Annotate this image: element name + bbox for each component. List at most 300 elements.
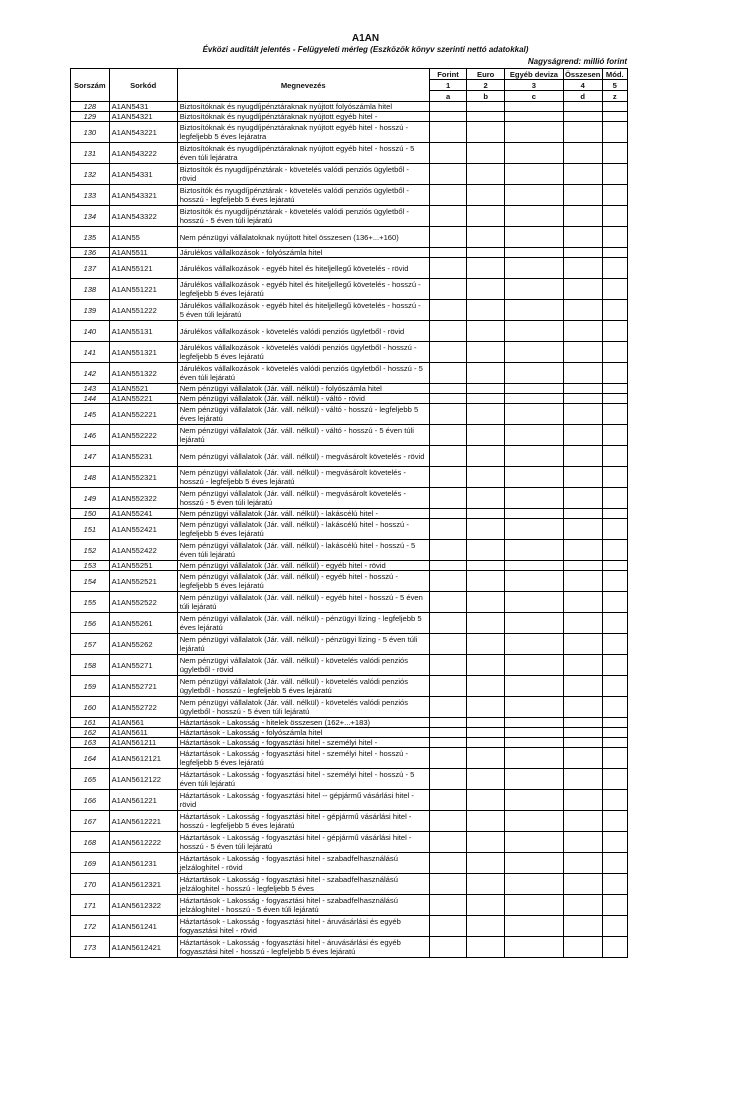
row-number: 134 — [71, 206, 110, 227]
row-description: Nem pénzügyi vállalatok (Jár. váll. nélkül) - pénzügyi lízing - 5 éven túli lejáratú — [177, 634, 429, 655]
value-cell[interactable] — [467, 592, 505, 613]
value-cell[interactable] — [504, 811, 563, 832]
value-cell[interactable] — [504, 634, 563, 655]
value-cell[interactable] — [563, 790, 602, 811]
value-cell[interactable] — [602, 738, 628, 748]
value-cell[interactable] — [429, 164, 467, 185]
value-cell[interactable] — [602, 488, 628, 509]
value-cell[interactable] — [429, 613, 467, 634]
value-cell[interactable] — [602, 697, 628, 718]
value-cell[interactable] — [563, 937, 602, 958]
value-cell[interactable] — [467, 509, 505, 519]
value-cell[interactable] — [563, 488, 602, 509]
value-cell[interactable] — [602, 164, 628, 185]
table-row — [71, 697, 628, 718]
value-cell[interactable] — [467, 697, 505, 718]
value-cell[interactable] — [602, 248, 628, 258]
value-cell[interactable] — [504, 404, 563, 425]
table-body — [71, 102, 628, 958]
value-cell[interactable] — [563, 394, 602, 404]
row-number: 129 — [71, 112, 110, 122]
row-description: Háztartások - Lakosság - fogyasztási hitel - szabadfelhasználású jelzáloghitel - hosszú - legfeljebb 5 éves — [177, 874, 429, 895]
value-cell[interactable] — [467, 258, 505, 279]
value-cell[interactable] — [563, 509, 602, 519]
value-cell[interactable] — [602, 143, 628, 164]
value-cell[interactable] — [504, 790, 563, 811]
value-cell[interactable] — [563, 738, 602, 748]
value-cell[interactable] — [504, 874, 563, 895]
value-cell[interactable] — [602, 300, 628, 321]
table-row — [71, 832, 628, 853]
value-cell[interactable] — [602, 874, 628, 895]
value-cell[interactable] — [467, 613, 505, 634]
value-cell[interactable] — [429, 467, 467, 488]
value-cell[interactable] — [467, 895, 505, 916]
value-cell[interactable] — [602, 895, 628, 916]
value-cell[interactable] — [467, 738, 505, 748]
value-cell[interactable] — [504, 728, 563, 738]
value-cell[interactable] — [467, 853, 505, 874]
value-cell[interactable] — [429, 227, 467, 248]
value-cell[interactable] — [467, 206, 505, 227]
value-cell[interactable] — [429, 102, 467, 112]
value-cell[interactable] — [467, 561, 505, 571]
value-cell[interactable] — [602, 321, 628, 342]
value-cell[interactable] — [429, 300, 467, 321]
value-cell[interactable] — [602, 206, 628, 227]
value-cell[interactable] — [504, 206, 563, 227]
value-cell[interactable] — [602, 425, 628, 446]
value-cell[interactable] — [602, 728, 628, 738]
value-cell[interactable] — [563, 363, 602, 384]
value-cell[interactable] — [504, 394, 563, 404]
row-number: 153 — [71, 561, 110, 571]
value-cell[interactable] — [429, 206, 467, 227]
value-cell[interactable] — [563, 206, 602, 227]
value-cell[interactable] — [467, 718, 505, 728]
table-row — [71, 874, 628, 895]
value-cell[interactable] — [504, 342, 563, 363]
value-cell[interactable] — [467, 384, 505, 394]
value-cell[interactable] — [467, 519, 505, 540]
value-cell[interactable] — [429, 853, 467, 874]
row-code: A1AN543322 — [109, 206, 177, 227]
value-cell[interactable] — [563, 164, 602, 185]
value-cell[interactable] — [429, 634, 467, 655]
report-code: A1AN — [351, 33, 380, 44]
value-cell[interactable] — [563, 613, 602, 634]
value-cell[interactable] — [563, 832, 602, 853]
value-cell[interactable] — [602, 404, 628, 425]
value-cell[interactable] — [563, 425, 602, 446]
value-cell[interactable] — [602, 446, 628, 467]
value-cell[interactable] — [504, 832, 563, 853]
value-cell[interactable] — [429, 728, 467, 738]
value-cell[interactable] — [467, 404, 505, 425]
value-cell[interactable] — [563, 384, 602, 394]
row-code: A1AN5611 — [109, 728, 177, 738]
value-cell[interactable] — [467, 832, 505, 853]
row-code: A1AN54331 — [109, 164, 177, 185]
row-number: 131 — [71, 143, 110, 164]
value-cell[interactable] — [602, 811, 628, 832]
value-cell[interactable] — [602, 676, 628, 697]
row-code: A1AN552721 — [109, 676, 177, 697]
value-cell[interactable] — [563, 122, 602, 143]
value-cell[interactable] — [602, 122, 628, 143]
value-cell[interactable] — [563, 676, 602, 697]
value-cell[interactable] — [504, 122, 563, 143]
value-cell[interactable] — [429, 748, 467, 769]
value-cell[interactable] — [467, 790, 505, 811]
row-number: 162 — [71, 728, 110, 738]
value-cell[interactable] — [563, 102, 602, 112]
value-cell[interactable] — [429, 488, 467, 509]
value-cell[interactable] — [563, 916, 602, 937]
value-cell[interactable] — [467, 122, 505, 143]
value-cell[interactable] — [504, 321, 563, 342]
value-cell[interactable] — [504, 363, 563, 384]
row-description: Nem pénzügyi vállalatok (Jár. váll. nélkül) - lakáscélú hitel - — [177, 509, 429, 519]
value-cell[interactable] — [563, 258, 602, 279]
value-cell[interactable] — [504, 748, 563, 769]
value-cell[interactable] — [563, 748, 602, 769]
value-cell[interactable] — [504, 164, 563, 185]
value-cell[interactable] — [467, 112, 505, 122]
value-cell[interactable] — [467, 279, 505, 300]
value-cell[interactable] — [429, 446, 467, 467]
row-code: A1AN55121 — [109, 258, 177, 279]
value-cell[interactable] — [602, 112, 628, 122]
value-cell[interactable] — [563, 769, 602, 790]
value-cell[interactable] — [429, 655, 467, 676]
value-cell[interactable] — [602, 258, 628, 279]
value-cell[interactable] — [467, 446, 505, 467]
table-row — [71, 748, 628, 769]
row-number: 139 — [71, 300, 110, 321]
value-cell[interactable] — [429, 571, 467, 592]
value-cell[interactable] — [563, 227, 602, 248]
value-cell[interactable] — [504, 112, 563, 122]
value-cell[interactable] — [563, 185, 602, 206]
value-cell[interactable] — [429, 248, 467, 258]
value-cell[interactable] — [602, 102, 628, 112]
value-cell[interactable] — [602, 519, 628, 540]
value-cell[interactable] — [429, 258, 467, 279]
row-description: Nem pénzügyi vállalatoknak nyújtott hitel összesen (136+...+160) — [177, 227, 429, 248]
value-cell[interactable] — [429, 895, 467, 916]
value-cell[interactable] — [602, 937, 628, 958]
value-cell[interactable] — [504, 613, 563, 634]
value-cell[interactable] — [504, 895, 563, 916]
value-cell[interactable] — [563, 467, 602, 488]
row-code: A1AN5612122 — [109, 769, 177, 790]
value-cell[interactable] — [563, 571, 602, 592]
value-cell[interactable] — [429, 509, 467, 519]
value-cell[interactable] — [429, 676, 467, 697]
table-row — [71, 143, 628, 164]
value-cell[interactable] — [429, 143, 467, 164]
value-cell[interactable] — [504, 592, 563, 613]
row-number: 140 — [71, 321, 110, 342]
value-cell[interactable] — [602, 592, 628, 613]
value-cell[interactable] — [504, 697, 563, 718]
table-row — [71, 592, 628, 613]
value-cell[interactable] — [602, 540, 628, 561]
value-cell[interactable] — [602, 571, 628, 592]
value-cell[interactable] — [563, 592, 602, 613]
value-cell[interactable] — [429, 738, 467, 748]
value-cell[interactable] — [467, 811, 505, 832]
value-cell[interactable] — [504, 258, 563, 279]
value-cell[interactable] — [429, 394, 467, 404]
row-description: Nem pénzügyi vállalatok (Jár. váll. nélkül) - lakáscélú hitel - hosszú - legfeljebb 5 éves lejáratú — [177, 519, 429, 540]
table-row — [71, 342, 628, 363]
row-number: 136 — [71, 248, 110, 258]
value-cell[interactable] — [563, 342, 602, 363]
value-cell[interactable] — [602, 916, 628, 937]
value-cell[interactable] — [429, 363, 467, 384]
value-cell[interactable] — [504, 540, 563, 561]
value-cell[interactable] — [429, 811, 467, 832]
table-row — [71, 655, 628, 676]
value-cell[interactable] — [504, 185, 563, 206]
value-cell[interactable] — [429, 540, 467, 561]
value-cell[interactable] — [429, 937, 467, 958]
col-header-egyeb-deviza: Egyéb deviza — [504, 69, 563, 80]
value-cell[interactable] — [467, 467, 505, 488]
value-cell[interactable] — [504, 248, 563, 258]
row-code: A1AN5431 — [109, 102, 177, 112]
value-cell[interactable] — [429, 874, 467, 895]
row-code: A1AN552322 — [109, 488, 177, 509]
row-number: 164 — [71, 748, 110, 769]
value-cell[interactable] — [467, 916, 505, 937]
row-code: A1AN5612421 — [109, 937, 177, 958]
value-cell[interactable] — [602, 853, 628, 874]
value-cell[interactable] — [602, 509, 628, 519]
row-description: Biztosítóknak és nyugdíjpénztáraknak nyújtott egyéb hitel - hosszú - legfeljebb 5 éves lejáratra — [177, 122, 429, 143]
value-cell[interactable] — [563, 446, 602, 467]
value-cell[interactable] — [504, 384, 563, 394]
value-cell[interactable] — [602, 342, 628, 363]
value-cell[interactable] — [602, 655, 628, 676]
value-cell[interactable] — [504, 769, 563, 790]
value-cell[interactable] — [504, 227, 563, 248]
row-description: Háztartások - Lakosság - folyószámla hitel — [177, 728, 429, 738]
value-cell[interactable] — [563, 112, 602, 122]
value-cell[interactable] — [563, 143, 602, 164]
row-description: Nem pénzügyi vállalatok (Jár. váll. nélkül) - váltó - rövid — [177, 394, 429, 404]
value-cell[interactable] — [602, 634, 628, 655]
value-cell[interactable] — [563, 519, 602, 540]
value-cell[interactable] — [429, 342, 467, 363]
value-cell[interactable] — [504, 676, 563, 697]
value-cell[interactable] — [602, 185, 628, 206]
value-cell[interactable] — [429, 384, 467, 394]
col-num-3: 3 — [504, 80, 563, 91]
row-number: 156 — [71, 613, 110, 634]
value-cell[interactable] — [504, 718, 563, 728]
value-cell[interactable] — [429, 790, 467, 811]
value-cell[interactable] — [602, 769, 628, 790]
value-cell[interactable] — [563, 853, 602, 874]
value-cell[interactable] — [504, 937, 563, 958]
value-cell[interactable] — [429, 279, 467, 300]
col-header-megnevezes: Megnevezés — [177, 69, 429, 102]
value-cell[interactable] — [429, 112, 467, 122]
row-description: Háztartások - Lakosság - fogyasztási hitel - gépjármű vásárlási hitel - hosszú - legfeljebb 5 éves lejáratú — [177, 811, 429, 832]
value-cell[interactable] — [602, 718, 628, 728]
value-cell[interactable] — [602, 748, 628, 769]
value-cell[interactable] — [467, 143, 505, 164]
row-description: Biztosítók és nyugdíjpénztárak - követelés valódi penziós ügyletből - hosszú - legfeljebb 5 éves lejáratú — [177, 185, 429, 206]
value-cell[interactable] — [504, 916, 563, 937]
row-description: Nem pénzügyi vállalatok (Jár. váll. nélkül) - folyószámla hitel — [177, 384, 429, 394]
value-cell[interactable] — [429, 185, 467, 206]
value-cell[interactable] — [467, 488, 505, 509]
value-cell[interactable] — [467, 676, 505, 697]
row-description: Biztosítók és nyugdíjpénztárak - követelés valódi penziós ügyletből - hosszú - 5 éven túli lejáratú — [177, 206, 429, 227]
value-cell[interactable] — [429, 425, 467, 446]
row-code: A1AN55251 — [109, 561, 177, 571]
value-cell[interactable] — [429, 832, 467, 853]
value-cell[interactable] — [504, 300, 563, 321]
value-cell[interactable] — [602, 384, 628, 394]
value-cell[interactable] — [429, 769, 467, 790]
value-cell[interactable] — [602, 363, 628, 384]
value-cell[interactable] — [602, 227, 628, 248]
value-cell[interactable] — [467, 102, 505, 112]
value-cell[interactable] — [602, 613, 628, 634]
col-letter-z: z — [602, 91, 628, 102]
row-number: 132 — [71, 164, 110, 185]
value-cell[interactable] — [429, 519, 467, 540]
value-cell[interactable] — [467, 227, 505, 248]
value-cell[interactable] — [467, 571, 505, 592]
value-cell[interactable] — [467, 321, 505, 342]
row-number: 151 — [71, 519, 110, 540]
row-code: A1AN552221 — [109, 404, 177, 425]
value-cell[interactable] — [467, 937, 505, 958]
value-cell[interactable] — [429, 592, 467, 613]
value-cell[interactable] — [467, 164, 505, 185]
value-cell[interactable] — [563, 874, 602, 895]
table-row — [71, 404, 628, 425]
table-row — [71, 206, 628, 227]
table-row — [71, 321, 628, 342]
row-description: Háztartások - Lakosság - fogyasztási hitel - személyi hitel - — [177, 738, 429, 748]
value-cell[interactable] — [602, 394, 628, 404]
value-cell[interactable] — [504, 446, 563, 467]
value-cell[interactable] — [467, 342, 505, 363]
value-cell[interactable] — [563, 728, 602, 738]
row-number: 141 — [71, 342, 110, 363]
value-cell[interactable] — [429, 122, 467, 143]
value-cell[interactable] — [563, 300, 602, 321]
value-cell[interactable] — [504, 488, 563, 509]
value-cell[interactable] — [467, 300, 505, 321]
value-cell[interactable] — [563, 561, 602, 571]
value-cell[interactable] — [467, 769, 505, 790]
value-cell[interactable] — [504, 425, 563, 446]
value-cell[interactable] — [602, 467, 628, 488]
value-cell[interactable] — [429, 321, 467, 342]
value-cell[interactable] — [602, 561, 628, 571]
row-code: A1AN54321 — [109, 112, 177, 122]
table-row — [71, 300, 628, 321]
value-cell[interactable] — [563, 279, 602, 300]
value-cell[interactable] — [504, 102, 563, 112]
value-cell[interactable] — [504, 655, 563, 676]
value-cell[interactable] — [504, 853, 563, 874]
value-cell[interactable] — [563, 811, 602, 832]
value-cell[interactable] — [563, 540, 602, 561]
value-cell[interactable] — [429, 697, 467, 718]
col-header-euro: Euro — [467, 69, 505, 80]
value-cell[interactable] — [504, 571, 563, 592]
value-cell[interactable] — [504, 561, 563, 571]
table-row — [71, 718, 628, 728]
value-cell[interactable] — [467, 874, 505, 895]
value-cell[interactable] — [504, 467, 563, 488]
row-number: 145 — [71, 404, 110, 425]
value-cell[interactable] — [563, 404, 602, 425]
row-description: Nem pénzügyi vállalatok (Jár. váll. nélkül) - követelés valódi penziós ügyletből - rövid — [177, 655, 429, 676]
value-cell[interactable] — [467, 394, 505, 404]
value-cell[interactable] — [563, 321, 602, 342]
value-cell[interactable] — [467, 185, 505, 206]
value-cell[interactable] — [563, 248, 602, 258]
value-cell[interactable] — [467, 540, 505, 561]
value-cell[interactable] — [467, 425, 505, 446]
value-cell[interactable] — [504, 509, 563, 519]
value-cell[interactable] — [602, 832, 628, 853]
value-cell[interactable] — [504, 279, 563, 300]
value-cell[interactable] — [504, 519, 563, 540]
value-cell[interactable] — [504, 143, 563, 164]
value-cell[interactable] — [602, 279, 628, 300]
value-cell[interactable] — [467, 655, 505, 676]
value-cell[interactable] — [467, 634, 505, 655]
value-cell[interactable] — [429, 916, 467, 937]
col-num-5: 5 — [602, 80, 628, 91]
value-cell[interactable] — [429, 561, 467, 571]
table-row — [71, 790, 628, 811]
value-cell[interactable] — [467, 248, 505, 258]
value-cell[interactable] — [429, 404, 467, 425]
value-cell[interactable] — [563, 697, 602, 718]
row-description: Nem pénzügyi vállalatok (Jár. váll. nélkül) - követelés valódi penziós ügyletből - hosszú - legfeljebb 5 éves lejáratú — [177, 676, 429, 697]
value-cell[interactable] — [563, 655, 602, 676]
row-code: A1AN561221 — [109, 790, 177, 811]
col-letter-a: a — [429, 91, 467, 102]
value-cell[interactable] — [563, 718, 602, 728]
row-code: A1AN552422 — [109, 540, 177, 561]
value-cell[interactable] — [602, 790, 628, 811]
value-cell[interactable] — [563, 634, 602, 655]
row-number: 173 — [71, 937, 110, 958]
value-cell[interactable] — [429, 718, 467, 728]
value-cell[interactable] — [563, 895, 602, 916]
row-number: 152 — [71, 540, 110, 561]
value-cell[interactable] — [467, 363, 505, 384]
table-row — [71, 488, 628, 509]
row-description: Háztartások - Lakosság - fogyasztási hitel -- gépjármű vásárlási hitel - rövid — [177, 790, 429, 811]
value-cell[interactable] — [467, 728, 505, 738]
value-cell[interactable] — [467, 748, 505, 769]
value-cell[interactable] — [504, 738, 563, 748]
